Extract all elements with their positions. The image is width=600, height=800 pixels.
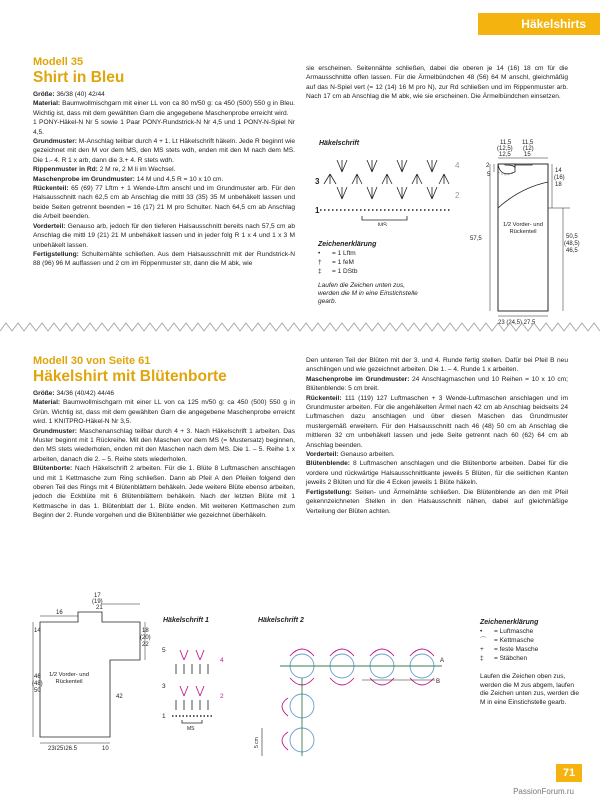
chart-ms-label: MS [378, 223, 387, 226]
paragraph-key: Größe: [33, 390, 55, 397]
page-number: 71 [556, 764, 582, 782]
paragraph-text: Baumwollmischgarn mit einer LL von ca 80 m/50 g: ca 450 (500) 550 g in Bleu. Wichtig ist, dass mit dem gewählten Garn die angegebene Maschenprobe erreicht wird. [33, 100, 295, 117]
paragraph-text: 2 M re, 2 M li im Wechsel. [97, 166, 176, 174]
schematic2-center-label: 1/2 Vorder- und Rückenteil [49, 672, 89, 685]
paragraph-text: Baumwollmischgarn mit einer LL von ca 125 m/50 g: ca 450 (500) 550 g in Grün. Wichtig ist, dass mit dem gewählten Garn die angegebene Maschenprobe erreicht wird. 1 KNITPRO-Häkel-N Nr 3,5. [33, 399, 295, 426]
paragraph-text: 24 Anschlagmaschen und 10 Reihen = 10 x 10 cm; Blütenblende: 5 cm breit. [306, 375, 568, 393]
model1-left-column [33, 56, 295, 269]
paragraph [33, 99, 295, 118]
single-crochet-icon: † [318, 259, 322, 266]
row-label-3: 3 [315, 177, 320, 186]
legend2-title: Zeichenerklärung [480, 619, 539, 626]
legend2-note: Laufen die Zeichen oben zus, werden die M zus abgem, laufen die Zeichen unten zus, werden die M in eine Einstichstelle gearb. [480, 673, 580, 706]
legend2-item: ⌒ = Kettmasche [480, 637, 534, 644]
schematic-center-label: 1/2 Vorder- und Rückenteil [503, 222, 543, 235]
paragraph [33, 175, 295, 184]
paragraph-key: Grundmuster: [33, 138, 77, 146]
paragraph [33, 165, 295, 174]
slip-stitch-icon: ⌒ [480, 637, 487, 644]
paragraph [306, 375, 568, 394]
chain-icon: • [318, 250, 321, 257]
model2-number: Modell 30 von Seite 61 [33, 355, 151, 367]
chart2-crochet-chart [250, 628, 450, 763]
model1-chart-title: Häkelschrift [319, 140, 360, 147]
header-tab: Häkelshirts [478, 13, 600, 35]
model2-title: Häkelshirt mit Blütenborte [33, 368, 227, 385]
paragraph [33, 398, 295, 426]
flower-petals [282, 649, 434, 750]
legend-title: Zeichenerklärung [318, 241, 377, 248]
paragraph [33, 137, 295, 165]
paragraph-text: Maschenanschlag teilbar durch 4 + 3. Nach Häkelschrift 1 arbeiten. Das Muster beginnt mit 1 Rückreihe. Mit den Maschen vor dem MS (= Mustersatz) beginnen, den MS stets wiederholen, enden mit den Maschen nach dem MS. Die 1. – 5. Reihe 1 x arbeiten, danach die 2. – 5. Reihe stets wiederholen. [33, 427, 295, 463]
model1-number: Modell 35 [33, 56, 84, 68]
chart1-title: Häkelschrift 1 [163, 617, 209, 624]
paragraph-text: 8 Luftmaschen anschlagen und die Blütenborte arbeiten. Dabei für die vordere und rückwärtige Halsausschnittkante jeweils 5 Blüten, für die seitlichen Kanten jeweils 2 Blüten und für die 4 Ecken jeweils 1 Blüte häkeln. [306, 460, 568, 487]
chart-fan-row2 [337, 187, 437, 199]
model1-right-text: sie erscheinen. Seitennähte schließen, dabei die oberen je 14 (16) 18 cm für die Armausschnitte offen lassen. Für die Ärmelbündchen 48 (56) 64 M anschl, gleichmäßig auf das N-Spiel vert (= 12 (14) 16 M pro N), zur Rd schließen und im Rippenmuster arb. Nach 17 cm ab Anschlag die M abk, wie sie erscheinen. Die Ärmelbündchen einsetzen. [306, 65, 568, 101]
paragraph [33, 250, 295, 269]
paragraph-key: Rückenteil: [306, 394, 342, 402]
legend-item: † = 1 feM [318, 259, 354, 266]
paragraph [33, 389, 295, 398]
svg-text:5 cm: 5 cm [254, 737, 260, 748]
paragraph-key: Vorderteil: [33, 222, 66, 230]
paragraph [306, 356, 568, 375]
model1-crochet-chart [312, 150, 462, 226]
model1-title: Shirt in Bleu [33, 69, 125, 86]
paragraph-key: Vorderteil: [306, 451, 339, 459]
paragraph-text: Den unteren Teil der Blüten mit der 3. und 4. Runde fertig stellen. Dafür bei Pfeil B neu anschlingen und wie gezeichnet arbeiten. Die 1. – 4. Runde 1 x arbeiten. [306, 357, 568, 374]
svg-text:MS: MS [187, 726, 195, 730]
paragraph-text: M-Anschlag teilbar durch 4 + 1. Lt Häkelschrift häkeln. Jede R beginnt wie gezeichnet mit den M vor dem MS, den MS stets wdh, enden mit den M nach dem MS. Die 1.- 4. R 1 x arb, dann die 3.+ 4. R stets wdh. [33, 138, 295, 164]
model2-schematic [30, 590, 160, 750]
paragraph [33, 222, 295, 250]
svg-text:5 3 1: 5 3 1 [162, 647, 166, 720]
paragraph-key: Fertigstellung: [306, 488, 352, 496]
svg-text:11,5 (12,5) 12,5 1: 11,5 (12,5) 12,5 11,5 (12) 15 2 5 14 (16) 18 57,5 50,5 (48,5) 46,5 23 (24,5) 27,5 [470, 140, 580, 326]
paragraph [33, 118, 295, 137]
paragraph-text: 14 M und 4,5 R = 10 x 10 cm. [134, 175, 224, 183]
svg-text:A B: A B [436, 658, 444, 685]
paragraph-text: 1 PONY-Häkel-N Nr 5 sowie 1 Paar PONY-Rundstrick-N Nr 4,5 und 1 PONY-N-Spiel Nr 4,5. [33, 119, 295, 136]
paragraph-text: 111 (119) 127 Luftmaschen + 3 Wende-Luftmaschen anschlagen und im Grundmuster arbeiten. Für die angehäkelten Ärmel nach 42 cm ab Anschlag beidseits 24 Luftmaschen dazu anschlagen und über diesen Maschen das Grundmuster mustergemäß erweitern. Für den Halsausschnitt nach 46 (48) 50 cm ab Anschlag die mittleren 32 cm unbehäkelt lassen und jede Seite getrennt nach 60 (62) 64 cm ab Anschlag beenden. [306, 394, 568, 449]
paragraph-text: 34/36 (40/42) 44/46 [54, 390, 115, 397]
paragraph-text: 36/38 (40) 42/44 [54, 91, 105, 98]
paragraph [33, 184, 295, 222]
paragraph-key: Rippenmuster in Rd: [33, 166, 98, 174]
legend-item: • = 1 Lftm [318, 250, 356, 257]
double-crochet-icon: ‡ [480, 655, 484, 662]
paragraph-text: Genauso arb, jedoch für den tieferen Halsausschnitt bereits nach 57,5 cm ab Anschlag die mittl 19 (21) 21 M unbehäkelt lassen und in jeder folg R 1 x 4 und 1 x 3 M unbehäkelt lassen. [33, 222, 295, 249]
paragraph-key: Material: [33, 399, 61, 407]
chart-ms-bracket [362, 216, 407, 220]
section-divider [0, 321, 600, 335]
paragraph-text: 65 (69) 77 Lftm + 1 Wende-Lftm anschl und im Grundmuster arb. Für den Halsausschnitt nach 62,5 cm ab Anschlag die mittl 33 (35) 35 M unbehäkelt lassen und beide Seiten getrennt beenden = 16 (17) 21 M pro Schulter. Nach 64,5 cm ab Anschlag die Arbeit beenden. [33, 185, 295, 221]
legend-note: Laufen die Zeichen unten zus, werden die M in eine Einstichstelle gearb. [318, 282, 418, 305]
paragraph-key: Rückenteil: [33, 185, 69, 193]
paragraph-key: Fertigstellung: [33, 250, 79, 258]
paragraph-key: Maschenprobe im Grundmuster: [306, 375, 410, 383]
model1-legend [318, 240, 428, 306]
svg-text:17 (19) 21 16: 17 (19) 21 16 14 18 (20) 22 46 (48) 50 42 23(25)26,5 10 [32, 593, 151, 750]
paragraph-text: Seiten- und Ärmelnähte schließen. Die Blütenblende an den mit Pfeil gekennzeichneten Stellen in den Halsausschnitt nähen, dabei auf gleichmäßige Verteilung der Blüten achten. [306, 488, 568, 515]
chart2-title: Häkelschrift 2 [258, 617, 304, 624]
paragraph-text: Nach Häkelschrift 2 arbeiten. Für die 1. Blüte 8 Luftmaschen anschlagen und mit 1 Kettmasche zum Ring schließen. Dann ab Pfeil A den Pfeilen folgend den oberen Teil des Rings mit 4 Blütenblättern behäkeln. Jede weitere Blüte ebenso arbeiten, jedoch die Eckblüte mit 6 Blütenblättern behäkeln. Nach der letzten Blüte mit 1 Kettmasche in das 1. Blütenblatt der 1. Blüte enden. Mit weiteren Kettmaschen zum Beginn der 2. Runde vorgehen und die Blütenblätter wie gezeichnet überhäkeln. [33, 465, 295, 520]
legend2-item: + = feste Masche [480, 646, 539, 653]
paragraph [33, 427, 295, 465]
model2-right-column [306, 356, 568, 516]
single-crochet-icon: + [480, 646, 484, 653]
paragraph [306, 450, 568, 459]
row-label-1: 1 [315, 206, 320, 215]
paragraph-key: Größe: [33, 91, 55, 98]
model1-schematic [460, 138, 590, 328]
paragraph-text: Schulternähte schließen. Aus dem Halsausschnitt mit der Rundstrick-N 88 (96) 96 M auffassen und 2 cm im Rippenmuster str, dann die M abk, wie [33, 250, 295, 268]
paragraph-key: Material: [33, 100, 61, 108]
paragraph-key: Grundmuster: [33, 427, 77, 435]
paragraph [306, 394, 568, 450]
paragraph [306, 488, 568, 516]
paragraph [33, 90, 295, 99]
legend2-item: ‡ = Stäbchen [480, 655, 528, 662]
row-label-2: 2 [455, 191, 460, 200]
legend-item: ‡ = 1 DStb [318, 268, 358, 275]
paragraph [306, 459, 568, 487]
model2-left-column [33, 355, 295, 521]
paragraph-key: Blütenborte: [33, 465, 73, 473]
paragraph [33, 464, 295, 520]
legend2-item: • = Luftmasche [480, 628, 534, 635]
watermark: PassionForum.ru [513, 787, 574, 796]
paragraph-text: Genauso arbeiten. [338, 451, 395, 459]
double-treble-icon: ‡ [318, 268, 322, 275]
row-label-4: 4 [455, 161, 460, 170]
chart1-crochet-chart [160, 630, 240, 730]
model2-legend [480, 618, 580, 707]
chart-fan-row4 [337, 160, 437, 172]
svg-text:4 2: 4 2 [220, 657, 224, 700]
paragraph-key: Maschenprobe im Grundmuster: [33, 175, 135, 183]
paragraph-key: Blütenblende: [306, 460, 350, 468]
chain-icon: • [480, 628, 483, 635]
chart-fan-row3 [324, 174, 449, 184]
flower-ring [290, 654, 434, 752]
